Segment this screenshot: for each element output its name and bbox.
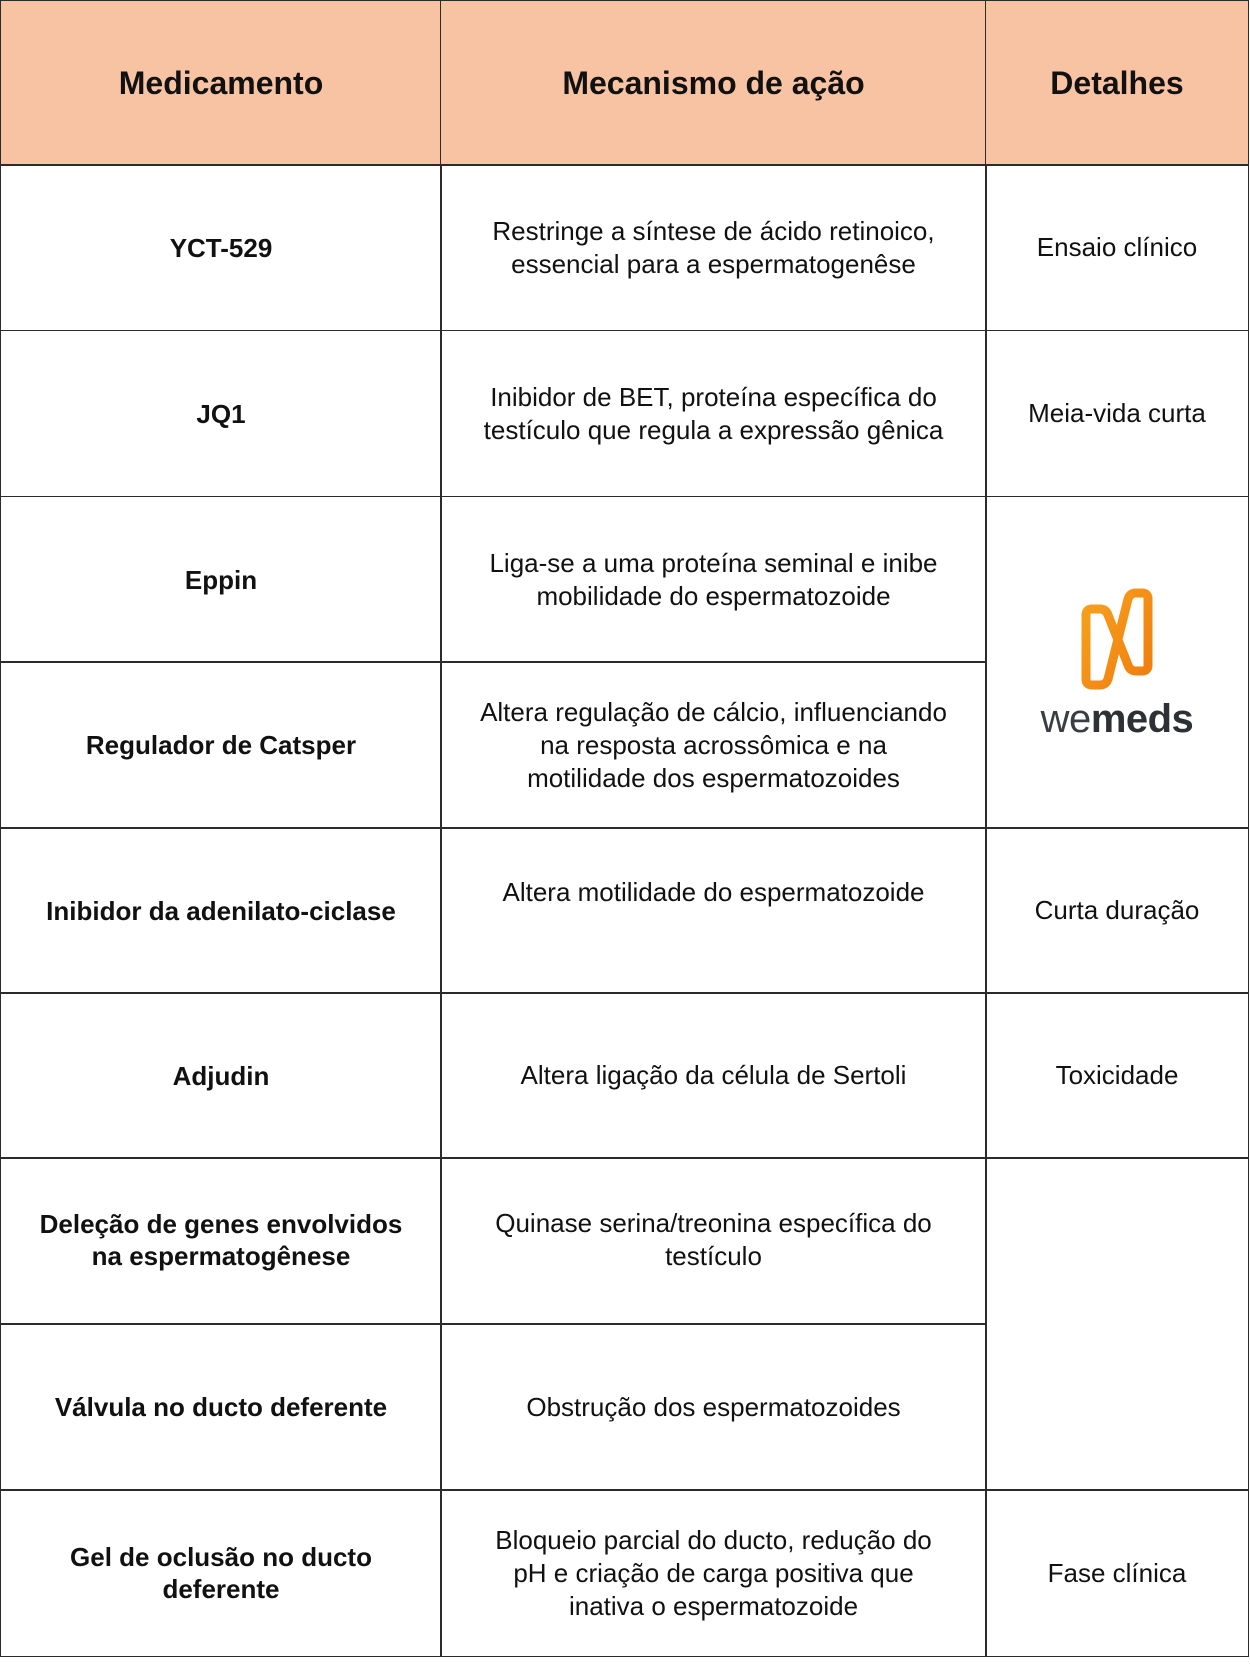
- table-row-6-mechanism: [440, 1157, 987, 1325]
- drug-name: Inibidor da adenilato-ciclase: [46, 895, 396, 926]
- table-row-1-drug: [0, 330, 442, 497]
- header-label: Mecanismo de ação: [562, 64, 865, 101]
- drug-name: Regulador de Catsper: [85, 730, 357, 760]
- table-row-6-7-details-empty: [985, 1157, 1249, 1491]
- drug-name: Adjudin: [172, 1060, 270, 1091]
- header-medicamento: [0, 0, 442, 166]
- wemeds-logo: [1041, 587, 1194, 739]
- details-text: Toxicidade: [1055, 1060, 1179, 1090]
- table-row-8-drug: [0, 1489, 442, 1657]
- mechanism-line: Restringe a síntese de ácido retinoico,: [492, 215, 935, 246]
- table-row-8-details: [985, 1489, 1249, 1657]
- table-row-0-drug: [0, 164, 442, 331]
- mechanism-line: Bloqueio parcial do ducto, redução do: [495, 1524, 932, 1555]
- details-text: Ensaio clínico: [1036, 232, 1198, 262]
- mechanism-line: na resposta acrossômica e na: [540, 729, 887, 760]
- wemeds-logo-icon: [1072, 587, 1162, 697]
- table-row-6-drug: [0, 1157, 442, 1325]
- mechanism-line: Inibidor de BET, proteína específica do: [490, 381, 937, 412]
- table-row-4-details: [985, 827, 1249, 994]
- details-text: Curta duração: [1034, 895, 1200, 925]
- table-row-2-drug: [0, 496, 442, 663]
- header-mecanismo: [440, 0, 987, 166]
- table-row-2-3-details-logo: [985, 496, 1249, 829]
- header-detalhes: [985, 0, 1249, 166]
- drug-name: na espermatogênese: [91, 1241, 351, 1271]
- table-row-5-mechanism: [440, 992, 987, 1159]
- header-label: Detalhes: [1050, 64, 1184, 101]
- mechanism-line: inativa o espermatozoide: [568, 1590, 859, 1621]
- mechanism-line: Liga-se a uma proteína seminal e inibe: [489, 547, 938, 578]
- drug-name: JQ1: [196, 398, 246, 429]
- table-row-5-details: [985, 992, 1249, 1159]
- mechanism-line: motilidade dos espermatozoides: [527, 762, 900, 793]
- drug-name: Eppin: [184, 564, 258, 595]
- drug-name: Gel de oclusão no ducto: [70, 1542, 372, 1572]
- drug-name: Válvula no ducto deferente: [54, 1392, 388, 1422]
- drug-name: Deleção de genes envolvidos: [39, 1209, 403, 1239]
- mechanism-line: Altera regulação de cálcio, influenciando: [480, 696, 947, 727]
- mechanism-line: testículo que regula a expressão gênica: [483, 414, 944, 445]
- table-row-1-details: [985, 330, 1249, 497]
- table-row-0-details: [985, 164, 1249, 331]
- mechanism-line: Quinase serina/treonina específica do: [495, 1208, 932, 1238]
- mechanism-line: pH e criação de carga positiva que: [513, 1557, 914, 1588]
- mechanism-line: Altera ligação da célula de Sertoli: [520, 1060, 907, 1090]
- mechanism-line: Obstrução dos espermatozoides: [526, 1391, 901, 1422]
- drug-name: deferente: [162, 1574, 280, 1604]
- table-row-5-drug: [0, 992, 442, 1159]
- table-row-3-mechanism: [440, 661, 987, 829]
- details-text: Fase clínica: [1047, 1557, 1187, 1588]
- table-row-8-mechanism: [440, 1489, 987, 1657]
- wemeds-logo-text: wemeds: [1040, 696, 1194, 741]
- table-row-7-drug: [0, 1323, 442, 1491]
- mechanism-line: Altera motilidade do espermatozoide: [502, 877, 925, 907]
- table-row-3-drug: [0, 661, 442, 829]
- table-row-4-mechanism: [440, 827, 987, 994]
- mechanism-line: testículo: [665, 1241, 762, 1271]
- table-row-4-drug: [0, 827, 442, 994]
- mechanism-line: mobilidade do espermatozoide: [536, 580, 891, 611]
- table-row-7-mechanism: [440, 1323, 987, 1491]
- header-label: Medicamento: [118, 64, 324, 101]
- table-row-2-mechanism: [440, 496, 987, 663]
- table-row-1-mechanism: [440, 330, 987, 497]
- table-row-0-mechanism: [440, 164, 987, 331]
- drug-name: YCT-529: [169, 232, 273, 263]
- mechanism-line: essencial para a espermatogenêse: [511, 248, 916, 279]
- details-text: Meia-vida curta: [1028, 398, 1206, 428]
